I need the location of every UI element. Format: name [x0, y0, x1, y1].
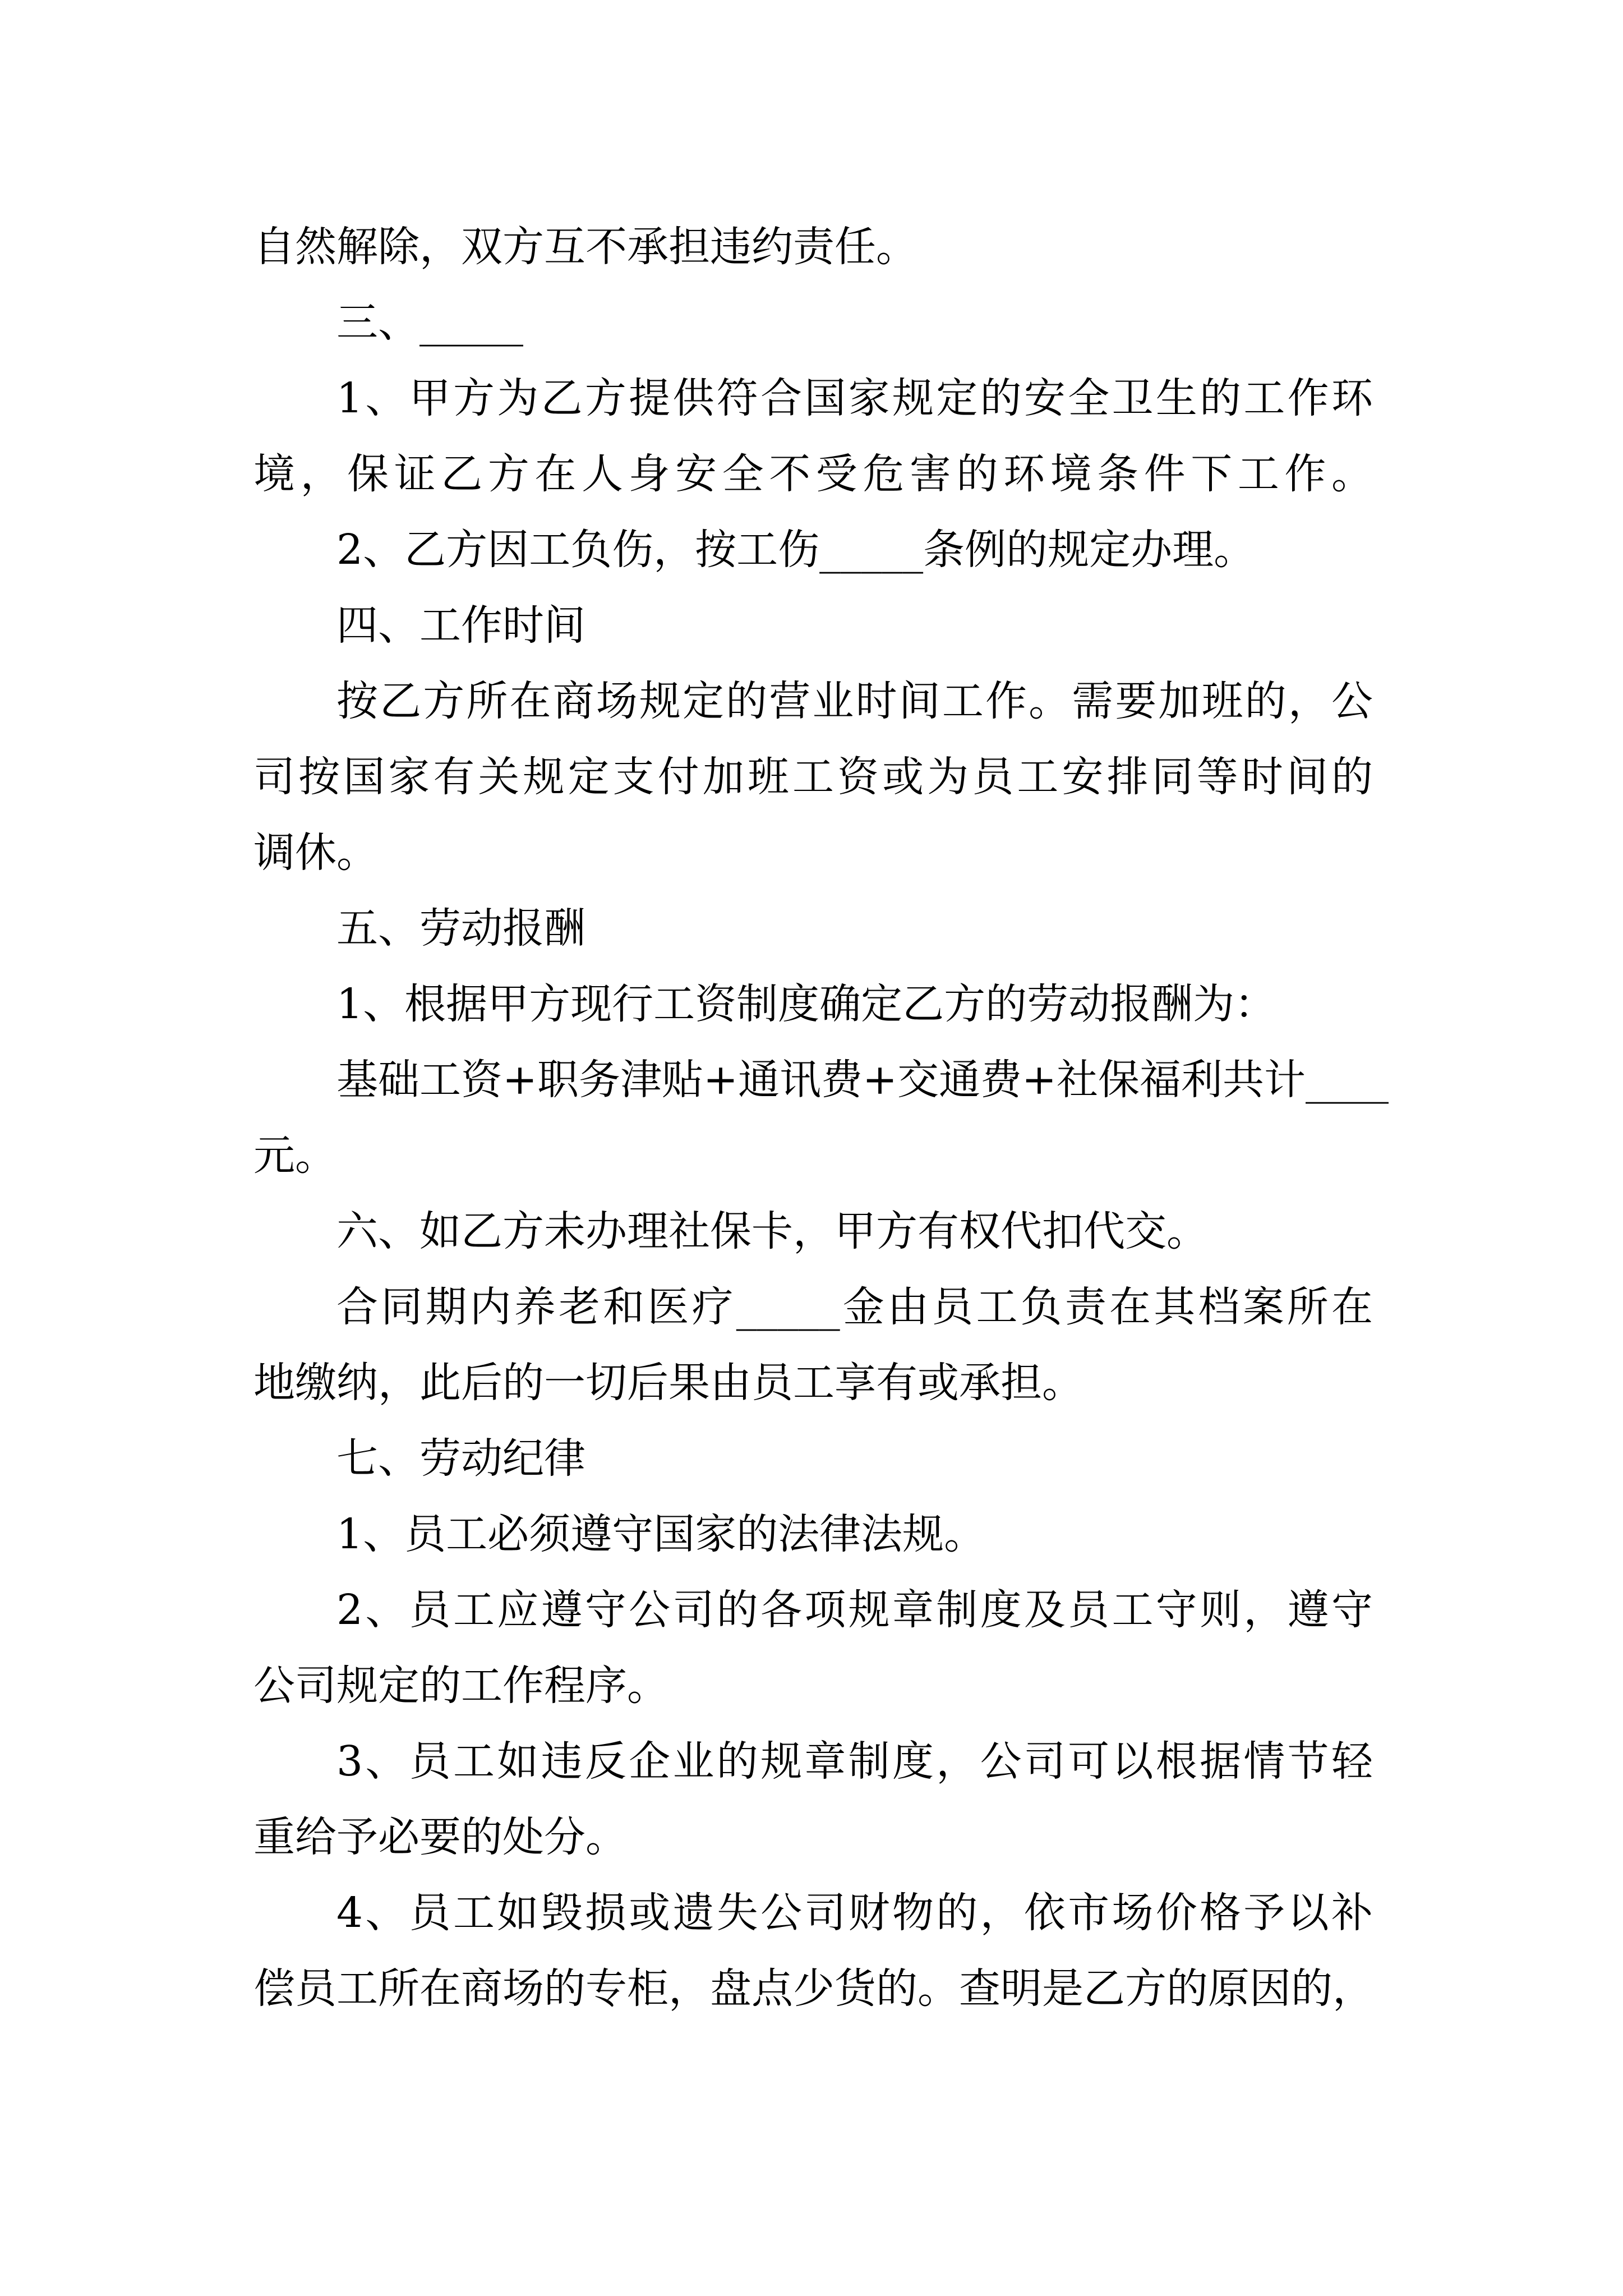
text-line-22: 重给予必要的处分。: [253, 1813, 627, 1861]
text-line-21: 3、员工如违反企业的规章制度，公司可以根据情节轻: [336, 1737, 1373, 1786]
text-line-18: 1、员工必须遵守国家的法律法规。: [336, 1510, 986, 1558]
section-heading-5: 五、劳动报酬: [336, 904, 585, 953]
text-line-3: 1、甲方为乙方提供符合国家规定的安全卫生的工作环: [336, 374, 1373, 422]
text-line-23: 4、员工如毁损或遗失公司财物的，依市场价格予以补: [336, 1889, 1373, 1937]
text-line-16: 地缴纳，此后的一切后果由员工享有或承担。: [253, 1359, 1083, 1407]
text-line-8: 司按国家有关规定支付加班工资或为员工安排同等时间的: [253, 753, 1373, 801]
text-line-15: 合同期内养老和医疗_____金由员工负责在其档案所在: [336, 1283, 1373, 1331]
text-line-5: 2、乙方因工负伤，按工伤_____条例的规定办理。: [336, 526, 1256, 574]
section-heading-7: 七、劳动纪律: [336, 1434, 585, 1483]
text-line-4: 境，保证乙方在人身安全不受危害的环境条件下工作。: [253, 450, 1373, 498]
text-line-24: 偿员工所在商场的专柜，盘点少货的。查明是乙方的原因的，: [253, 1964, 1374, 2013]
text-line-19: 2、员工应遵守公司的各项规章制度及员工守则，遵守: [336, 1586, 1373, 1634]
text-line-12: 基础工资+职务津贴+通讯费+交通费+社保福利共计____: [336, 1056, 1389, 1104]
text-line-7: 按乙方所在商场规定的营业时间工作。需要加班的，公: [336, 677, 1373, 725]
text-line-13: 元。: [253, 1131, 336, 1180]
text-line-1: 自然解除，双方互不承担违约责任。: [253, 223, 917, 271]
section-heading-3: 三、_____: [336, 298, 523, 347]
text-line-11: 1、根据甲方现行工资制度确定乙方的劳动报酬为：: [336, 980, 1276, 1028]
section-heading-4: 四、工作时间: [336, 601, 585, 650]
text-line-9: 调休。: [253, 829, 378, 877]
section-heading-6: 六、如乙方未办理社保卡，甲方有权代扣代交。: [336, 1207, 1208, 1255]
text-line-20: 公司规定的工作程序。: [253, 1662, 668, 1710]
